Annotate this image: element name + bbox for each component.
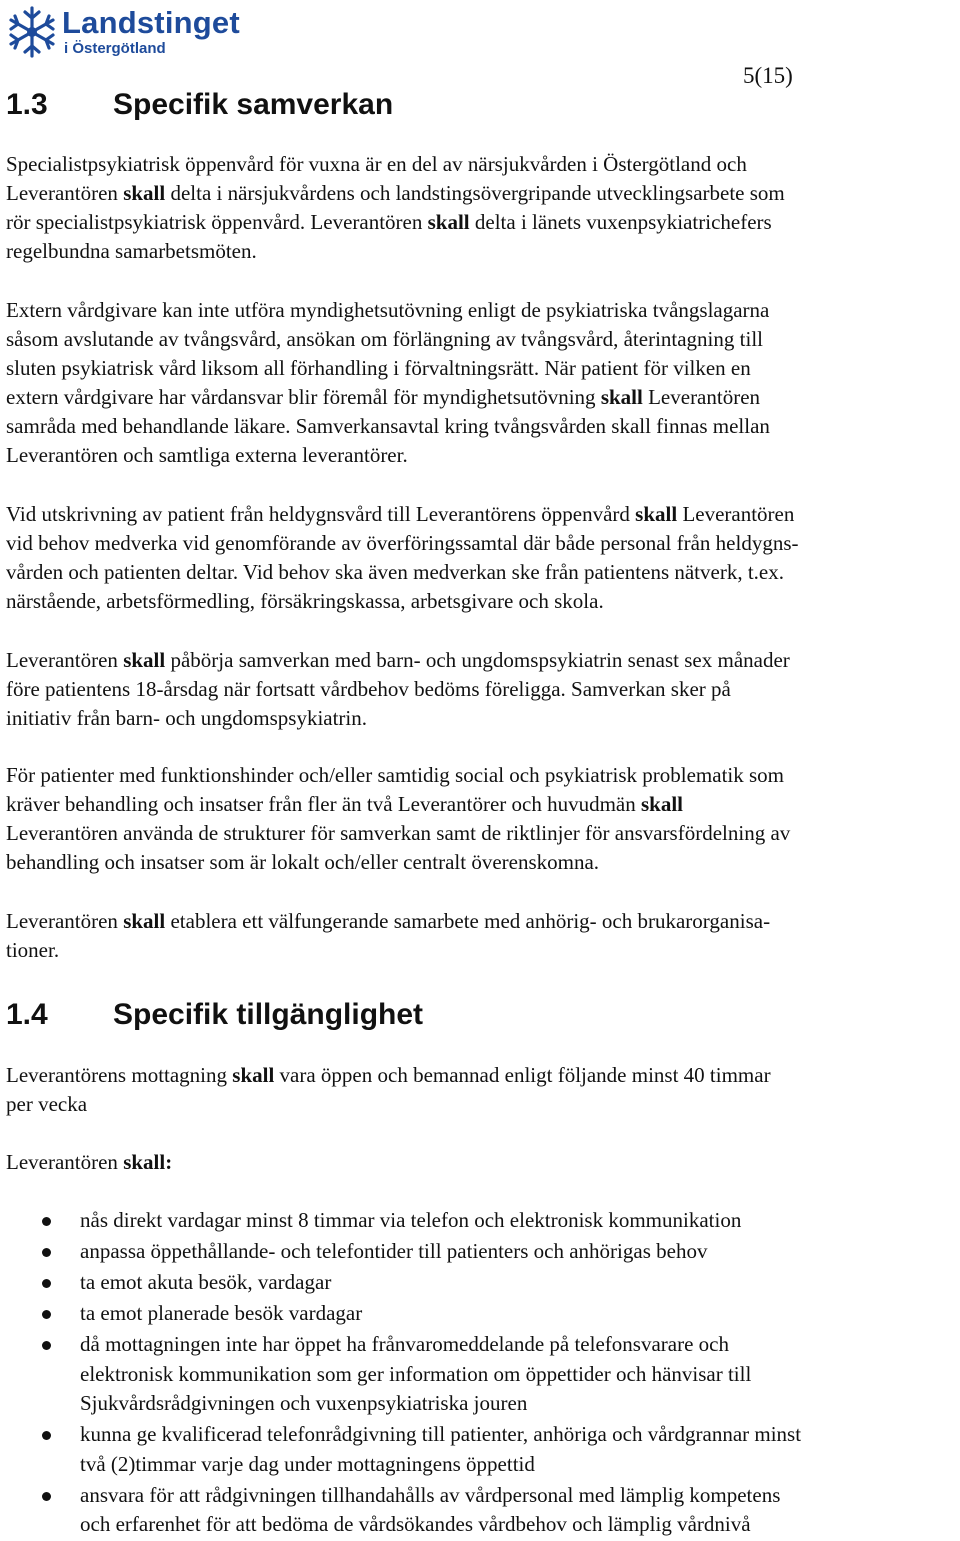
section-heading-1-4 bbox=[6, 998, 423, 1032]
bullet-dot-icon bbox=[42, 1248, 51, 1257]
emphasis-text: skall: bbox=[123, 1150, 173, 1174]
emphasis-text: skall bbox=[123, 181, 166, 205]
bullet-dot-icon bbox=[42, 1431, 51, 1440]
bullet-dot-icon bbox=[42, 1279, 51, 1288]
text-segment: etablera ett välfungerande samarbete med anhörig- och brukarorganisa- bbox=[165, 909, 771, 933]
logo-subtitle: i Östergötland bbox=[64, 40, 166, 57]
text-segment: Leverantören bbox=[677, 502, 795, 526]
text-segment: kräver behandling och insatser från fler än två Leverantörer och huvudmän bbox=[6, 792, 641, 816]
paragraph bbox=[6, 761, 958, 877]
text-line: samråda med behandlande läkare. Samverkansavtal kring tvångsvården skall finnas mellan bbox=[6, 414, 770, 438]
text-segment: rör specialistpsykiatrisk öppenvård. Leverantören bbox=[6, 210, 428, 234]
text-segment: Leverantören bbox=[642, 385, 761, 409]
text-line bbox=[6, 208, 958, 237]
emphasis-text: skall bbox=[123, 909, 166, 933]
text-line bbox=[6, 500, 958, 529]
list-item bbox=[0, 1330, 960, 1419]
emphasis-text: skall bbox=[123, 648, 166, 672]
emphasis-text: skall bbox=[427, 210, 470, 234]
text-line: elektronisk kommunikation som ger information om öppettider och hänvisar till bbox=[80, 1361, 752, 1386]
text-line bbox=[6, 907, 958, 936]
text-line: vården och patienten deltar. Vid behov ska även medverkan ske från patientens nätverk, t.ex. bbox=[6, 560, 784, 584]
snowflake-star-icon bbox=[4, 3, 60, 61]
list-item bbox=[0, 1268, 960, 1298]
bullet-dot-icon bbox=[42, 1341, 51, 1350]
paragraph bbox=[6, 646, 958, 733]
paragraph bbox=[6, 1148, 958, 1177]
text-segment: Leverantören bbox=[6, 1150, 124, 1174]
text-line: initiativ från barn- och ungdomspsykiatrin. bbox=[6, 706, 368, 730]
text-line: behandling och insatser som är lokalt och/eller centralt överenskomna. bbox=[6, 850, 600, 874]
section-title: Specifik tillgänglighet bbox=[113, 998, 424, 1031]
list-item bbox=[0, 1299, 960, 1329]
text-line: sluten psykiatrisk vård liksom all förhandling i förvaltningsrätt. När patient för vilken en bbox=[6, 356, 751, 380]
text-segment: delta i länets vuxenpsykiatrichefers bbox=[469, 210, 772, 234]
paragraph bbox=[6, 296, 958, 470]
list-item bbox=[0, 1481, 960, 1540]
paragraph bbox=[6, 150, 958, 266]
text-line: anpassa öppethållande- och telefontider till patienters och anhörigas behov bbox=[80, 1239, 708, 1263]
text-line: ta emot planerade besök vardagar bbox=[80, 1301, 363, 1325]
bullet-list bbox=[0, 1206, 960, 1541]
text-line: tioner. bbox=[6, 938, 60, 962]
text-line: vid behov medverka vid genomförande av överföringssamtal där både personal från heldygns- bbox=[6, 531, 799, 555]
text-segment: delta i närsjukvårdens och landstingsövergripande utvecklingsarbete som bbox=[165, 181, 785, 205]
text-segment: extern vårdgivare har vårdansvar blir föremål för myndighetsutövning bbox=[6, 385, 601, 409]
text-segment: påbörja samverkan med barn- och ungdomspsykiatrin senast sex månader bbox=[165, 648, 790, 672]
section-heading-1-3 bbox=[6, 88, 393, 122]
text-line: två (2)timmar varje dag under mottagningens öppettid bbox=[80, 1451, 535, 1476]
bullet-dot-icon bbox=[42, 1217, 51, 1226]
text-line bbox=[6, 1148, 958, 1177]
text-line: Leverantören och samtliga externa leverantörer. bbox=[6, 443, 408, 467]
text-line bbox=[6, 179, 958, 208]
section-number: 1.4 bbox=[6, 998, 48, 1031]
emphasis-text: skall bbox=[232, 1063, 275, 1087]
paragraph bbox=[6, 500, 958, 616]
text-line bbox=[6, 1061, 958, 1090]
list-item bbox=[0, 1420, 960, 1479]
emphasis-text: skall bbox=[640, 792, 684, 816]
paragraph bbox=[6, 907, 958, 965]
text-line: Specialistpsykiatrisk öppenvård för vuxna är en del av närsjukvården i Östergötland och bbox=[6, 152, 747, 176]
text-line: och erfarenhet för att bedöma de vårdsökandes vårdbehov och lämplig vårdnivå bbox=[80, 1512, 751, 1536]
text-segment: Leverantören bbox=[6, 909, 124, 933]
section-title: Specifik samverkan bbox=[113, 88, 394, 121]
logo-name: Landstinget bbox=[62, 5, 240, 40]
section-number: 1.3 bbox=[6, 88, 48, 121]
list-item bbox=[0, 1237, 960, 1267]
landstinget-logo bbox=[4, 3, 244, 65]
text-segment: Leverantören bbox=[6, 181, 124, 205]
text-segment: Leverantören bbox=[6, 648, 124, 672]
text-line bbox=[6, 790, 958, 819]
text-segment: Vid utskrivning av patient från heldygnsvård till Leverantörens öppenvård bbox=[6, 502, 636, 526]
text-line bbox=[6, 383, 958, 412]
page-number: 5(15) bbox=[743, 63, 793, 88]
text-line: ansvara för att rådgivningen tillhandahålls av vårdpersonal med lämplig kompetens bbox=[80, 1482, 781, 1507]
text-line: såsom avslutande av tvångsvård, ansökan om förlängning av tvångsvård, återintagning till bbox=[6, 327, 763, 351]
text-line bbox=[6, 646, 958, 675]
emphasis-text: skall bbox=[635, 502, 678, 526]
text-line: per vecka bbox=[6, 1092, 88, 1116]
text-line: Sjukvårdsrådgivningen och vuxenpsykiatriska jouren bbox=[80, 1391, 528, 1415]
text-line: Leverantören använda de strukturer för samverkan samt de riktlinjer för ansvarsfördelning av bbox=[6, 821, 791, 845]
text-line: regelbundna samarbetsmöten. bbox=[6, 239, 257, 263]
bullet-dot-icon bbox=[42, 1492, 51, 1501]
text-line: nås direkt vardagar minst 8 timmar via telefon och elektronisk kommunikation bbox=[80, 1208, 742, 1232]
text-line: kunna ge kvalificerad telefonrådgivning till patienter, anhöriga och vårdgrannar minst bbox=[80, 1422, 802, 1446]
text-line: Extern vårdgivare kan inte utföra myndighetsutövning enligt de psykiatriska tvångslagarna bbox=[6, 298, 770, 322]
text-line: närstående, arbetsförmedling, försäkringskassa, arbetsgivare och skola. bbox=[6, 589, 604, 613]
list-item bbox=[0, 1206, 960, 1236]
text-line: före patientens 18-årsdag när fortsatt vårdbehov bedöms föreligga. Samverkan sker på bbox=[6, 677, 731, 701]
text-segment: vara öppen och bemannad enligt följande minst 40 timmar bbox=[274, 1063, 771, 1087]
paragraph bbox=[6, 1061, 958, 1119]
bullet-dot-icon bbox=[42, 1310, 51, 1319]
text-line: För patienter med funktionshinder och/eller samtidig social och psykiatrisk problematik som bbox=[6, 763, 785, 787]
text-segment: Leverantörens mottagning bbox=[6, 1063, 233, 1087]
text-line: ta emot akuta besök, vardagar bbox=[80, 1270, 332, 1294]
text-line: då mottagningen inte har öppet ha frånvaromeddelande på telefonsvarare och bbox=[80, 1332, 729, 1356]
emphasis-text: skall bbox=[600, 385, 643, 409]
